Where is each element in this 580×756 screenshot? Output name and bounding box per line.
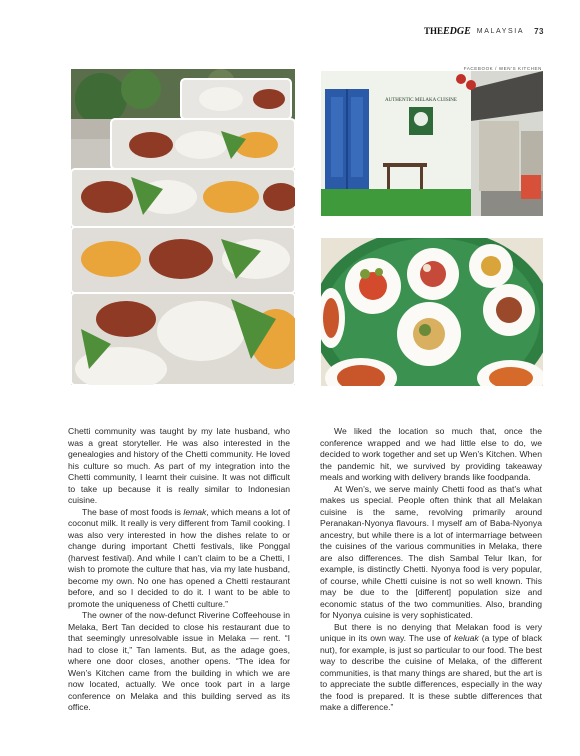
shop-sign-text: AUTHENTIC MELAKA CUISINE [385,98,457,103]
section-name: MALAYSIA [476,28,525,35]
text-run: The base of most foods is [82,506,184,517]
paragraph [68,507,290,611]
article-column-left [68,426,290,714]
article-column-right [320,426,542,714]
paragraph [320,622,542,714]
logo-the: THE [423,26,443,36]
page-number: 73 [534,27,544,36]
page-header [424,26,544,37]
publication-logo [424,26,471,37]
paragraph: Chetti community was taught by my late husband, who was a great storyteller. He was also interested in the genealogies and history of the Chetti community. He loved his culture so much. As part of my integration into the Chetti community, I learnt their cuisine. It was not difficult to take up because it is really similar to Indonesian cuisine. [68,426,290,505]
italic-term: lemak [183,506,207,517]
italic-term: keluak [453,633,479,643]
paragraph: The owner of the now-defunct Riverine Coffeehouse in Melaka, Bert Tan decided to close his restaurant due to that seemingly unresolvable issue in Melaka — rent. “I had to close it,” Tan laments. But, as the adage goes, where one door closes, another opens. “The idea for Wen’s Kitchen came from the building in which we are now located, actually. We once took part in a large conference on Melaka and this building served as its office. [68,610,290,712]
photo-shopfront [321,71,543,216]
photo-takeaway-containers [71,69,295,385]
text-run: But there is no denying that Melakan food is very unique in its own way. The use of [320,621,542,643]
text-run: (a type of black nut), for example, is just so particular to our food. The best way to describe the cuisine of Melaka, of the different communities, is that many things are shared, but the art is to appreciate the subtle differences, especially in the way the food is prepared. It is these subtle differences that make a difference.” [320,633,542,712]
paragraph: We liked the location so much that, once the conference wrapped and we had little else to do, we decided to work together and set up Wen’s Kitchen. When the pandemic hit, we survived by providing takeaway meals and working with delivery brands like foodpanda. [320,426,542,482]
logo-edge: EDGE [443,26,471,37]
paragraph: At Wen’s, we serve mainly Chetti food as that’s what makes us special. People often think that all Melakan cuisine is the same, revolving primarily around Peranakan-Nyonya flavours. I myself am of Baba-Nyonya ancestry, but while there is a lot of intermarriage between the cuisines of the various communities in Melaka, there are also differences. The dish Sambal Telur Ikan, for example, is distinctly Chetti. Nyonya food is very popular, of course, while Chetti cuisine is not so well known. This may be due to the [different] population size and economic status of the two communities. Also, branding for Nyonya cuisine is very sophisticated. [320,483,542,620]
text-run: , which means a lot of coconut milk. It really is very different from Tamil cooking. I was also very interested in how the dishes relate to or change during important Chetti festivals, like Ponggal (harvest festival). And while I can’t claim to be a Chetti, I wish to promote the culture that has, via my late husband, become my own. No one has opened a Chetti restaurant before, and so I decided to do it. I want to be able to promote the uniqueness of Chetti culture.” [68,506,290,609]
photo-nyonya-dishes [321,238,543,386]
photo-credit: FACEBOOK / WEN'S KITCHEN [463,66,542,71]
